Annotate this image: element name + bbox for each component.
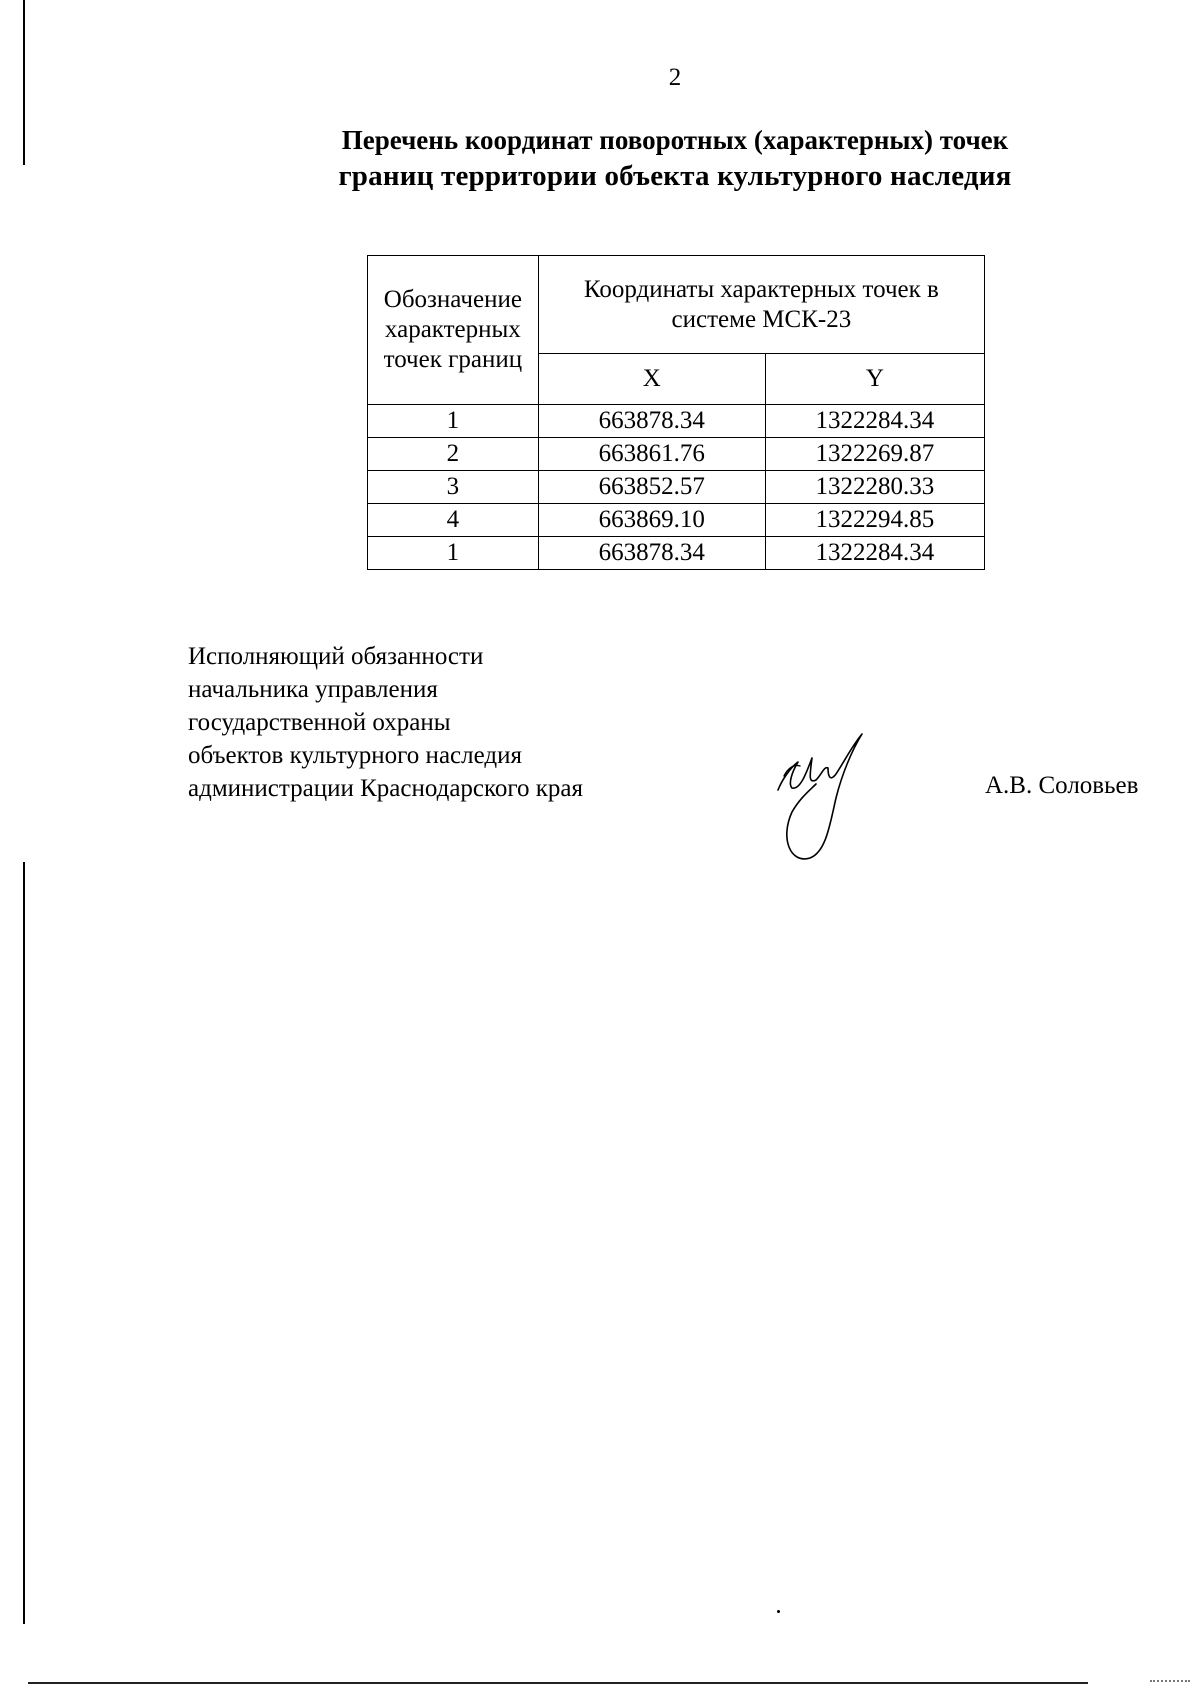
header-y: Y [765,354,984,405]
handwritten-signature [770,728,880,868]
cell-x: 663852.57 [538,471,765,504]
signer-position-line: государственной охраны [188,709,451,736]
header-system-line: системе МСК-23 [671,305,852,333]
cell-point: 1 [368,405,539,438]
bottom-rule [28,1682,1088,1684]
signer-position [188,640,583,805]
left-margin-line-bottom [23,862,25,1624]
cell-y: 1322284.34 [765,405,984,438]
signer-position-line: администрации Краснодарского края [188,775,584,802]
page-title [0,122,1200,194]
title-line-2: границ территории объекта культурного наследия [338,160,1012,192]
table-row [368,537,985,570]
header-point-designation [368,256,539,405]
header-x: X [538,354,765,405]
cell-x: 663878.34 [538,405,765,438]
page-number: 2 [668,64,682,91]
title-line-1: Перечень координат поворотных (характерных) точек [341,125,1009,155]
coordinates-table [367,255,985,570]
header-coordinate-system [538,256,984,354]
cell-x: 663869.10 [538,504,765,537]
cell-y: 1322284.34 [765,537,984,570]
cell-point: 3 [368,471,539,504]
header-point-line: точек границ [383,346,523,373]
table-row [368,438,985,471]
table-row [368,504,985,537]
table-row [368,405,985,438]
signer-position-line: объектов культурного наследия [188,742,522,769]
cell-x: 663878.34 [538,537,765,570]
cell-y: 1322269.87 [765,438,984,471]
scan-speck [777,1610,780,1613]
cell-point: 4 [368,504,539,537]
header-point-line: Обозначение [383,286,522,313]
signer-position-line: начальника управления [188,676,438,703]
header-point-line: характерных [384,316,521,343]
signer-name: А.В. Соловьев [985,772,1139,799]
header-system-line: Координаты характерных точек в [583,275,939,303]
bottom-dotted-mark [1150,1680,1190,1684]
cell-x: 663861.76 [538,438,765,471]
cell-point: 2 [368,438,539,471]
cell-y: 1322280.33 [765,471,984,504]
signer-position-line: Исполняющий обязанности [188,643,484,670]
cell-point: 1 [368,537,539,570]
table-row [368,471,985,504]
cell-y: 1322294.85 [765,504,984,537]
